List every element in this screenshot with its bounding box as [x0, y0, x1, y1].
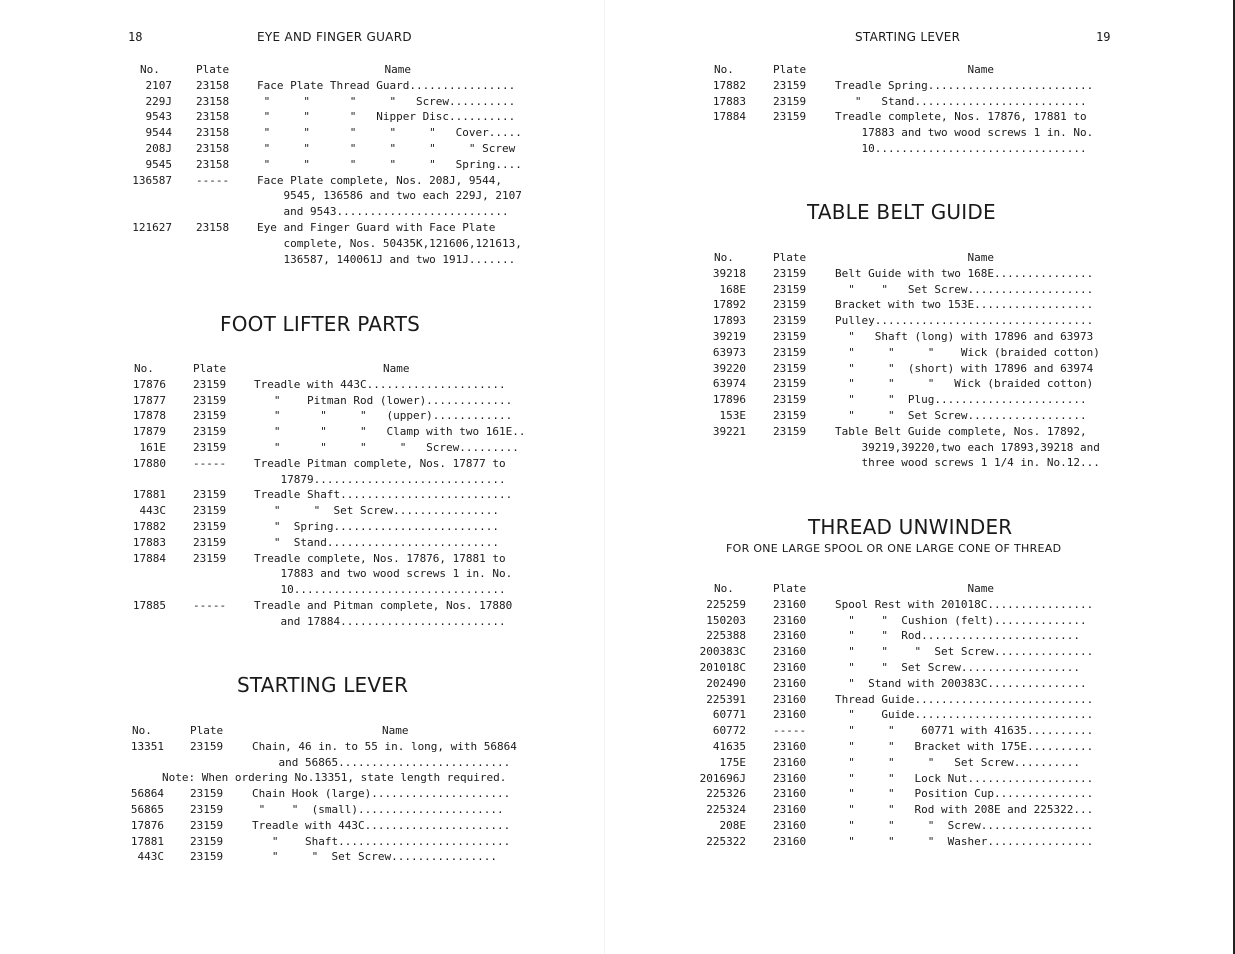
table-row	[700, 329, 1130, 345]
part-number: 17892	[712, 298, 746, 312]
table-row	[700, 660, 1130, 676]
plate-number: 23159	[193, 440, 227, 454]
part-name: " " 60771 with 41635..........	[835, 724, 1094, 738]
table-row	[122, 188, 542, 204]
plate-number: 23160	[773, 629, 807, 643]
part-name: " Guide...........................	[835, 708, 1094, 722]
table-row	[122, 818, 542, 834]
table-row	[700, 613, 1130, 629]
part-name: Treadle complete, Nos. 17876, 17881 to	[254, 551, 506, 565]
plate-number: 23158	[196, 94, 230, 108]
part-name: Belt Guide with two 168E...............	[835, 266, 1094, 280]
plate-number: 23160	[773, 708, 807, 722]
part-name: " Shaft (long) with 17896 and 63973	[835, 329, 1094, 343]
table-row	[700, 78, 1130, 94]
section-title: FOOT LIFTER PARTS	[220, 312, 421, 336]
table-row	[122, 456, 542, 472]
table-row	[122, 125, 542, 141]
plate-number: 23160	[773, 834, 807, 848]
section-title: STARTING LEVER	[237, 673, 409, 697]
plate-number: 23159	[190, 818, 224, 832]
parts-table	[700, 581, 1130, 850]
table-header	[700, 62, 1130, 78]
part-number: 17883	[132, 535, 166, 549]
part-number: 208J	[145, 141, 172, 155]
part-name: " Shaft..........................	[252, 834, 511, 848]
table-row	[122, 551, 542, 567]
part-name: " " " Washer................	[835, 834, 1094, 848]
table-header	[700, 581, 1130, 597]
part-name: and 56865..........................	[252, 755, 511, 769]
part-name: Treadle with 443C.....................	[254, 377, 506, 391]
part-number: 39219	[712, 329, 746, 343]
table-row	[700, 455, 1130, 471]
part-name: " " Rod with 208E and 225322...	[835, 803, 1094, 817]
table-row	[700, 739, 1130, 755]
plate-number: -----	[193, 456, 227, 470]
part-name: " " Cushion (felt)..............	[835, 613, 1087, 627]
plate-number: 23159	[773, 424, 807, 438]
table-row	[122, 519, 542, 535]
part-name: " Stand..........................	[254, 535, 500, 549]
order-note: Note: When ordering No.13351, state length required.	[162, 771, 507, 785]
parts-table	[122, 62, 542, 267]
plate-number: 23159	[193, 425, 227, 439]
part-number: 225322	[706, 834, 746, 848]
part-number: 17881	[130, 834, 164, 848]
column-header-name: Name	[967, 251, 994, 264]
table-row	[700, 424, 1130, 440]
part-number: 17885	[132, 598, 166, 612]
part-name: Face Plate complete, Nos. 208J, 9544,	[257, 173, 503, 187]
plate-number: 23159	[190, 739, 224, 753]
part-name: " " Position Cup...............	[835, 787, 1094, 801]
part-name: Thread Guide...........................	[835, 692, 1094, 706]
part-number: 121627	[132, 220, 172, 234]
part-number: 17876	[130, 818, 164, 832]
part-name: " " " Set Screw..........	[835, 755, 1081, 769]
part-number: 168E	[719, 282, 746, 296]
plate-number: 23159	[190, 850, 224, 864]
table-row	[700, 786, 1130, 802]
part-number: 208E	[719, 818, 746, 832]
table-row	[700, 266, 1130, 282]
part-number: 9543	[145, 110, 172, 124]
column-header-no: No.	[134, 362, 154, 375]
part-number: 60771	[712, 708, 746, 722]
column-header-name: Name	[382, 724, 409, 737]
part-name: " " Plug.......................	[835, 393, 1087, 407]
part-name: " " Set Screw...................	[835, 282, 1094, 296]
table-row	[122, 252, 542, 268]
plate-number: 23160	[773, 613, 807, 627]
part-name: " " " " " " Screw	[257, 141, 516, 155]
table-row	[700, 440, 1130, 456]
table-row	[700, 109, 1130, 125]
plate-number: 23159	[193, 504, 227, 518]
part-number: 443C	[139, 504, 166, 518]
page-number: 18	[128, 30, 143, 44]
table-row	[700, 345, 1130, 361]
part-name: Treadle Shaft..........................	[254, 488, 513, 502]
part-name: Chain Hook (large).....................	[252, 787, 511, 801]
part-name: Face Plate Thread Guard................	[257, 78, 516, 92]
plate-number: 23159	[193, 535, 227, 549]
part-number: 63974	[712, 377, 746, 391]
part-number: 225324	[706, 803, 746, 817]
part-name: 17879.............................	[254, 472, 506, 486]
part-name: Bracket with two 153E..................	[835, 298, 1094, 312]
table-row	[700, 408, 1130, 424]
plate-number: 23159	[773, 345, 807, 359]
plate-number: 23158	[196, 110, 230, 124]
table-row	[700, 361, 1130, 377]
column-header-name: Name	[384, 63, 411, 76]
plate-number: -----	[193, 598, 227, 612]
plate-number: 23159	[193, 519, 227, 533]
table-row	[700, 125, 1130, 141]
part-name: " " " (upper)............	[254, 409, 513, 423]
table-row	[122, 220, 542, 236]
table-row	[122, 834, 542, 850]
part-number: 17879	[132, 425, 166, 439]
table-row	[700, 723, 1130, 739]
table-row	[122, 582, 542, 598]
column-header-plate: Plate	[196, 63, 230, 76]
column-header-no: No.	[140, 63, 160, 76]
part-number: 136587	[132, 173, 172, 187]
part-name: " " " Screw.................	[835, 818, 1094, 832]
table-row	[122, 204, 542, 220]
table-row	[122, 472, 542, 488]
table-row	[122, 598, 542, 614]
part-name: Treadle complete, Nos. 17876, 17881 to	[835, 110, 1087, 124]
part-name: Spool Rest with 201018C................	[835, 597, 1094, 611]
parts-table	[700, 62, 1130, 157]
part-name: and 17884.........................	[254, 614, 506, 628]
plate-number: 23160	[773, 676, 807, 690]
table-row	[122, 755, 542, 771]
part-name: Chain, 46 in. to 55 in. long, with 56864	[252, 739, 517, 753]
table-row	[700, 676, 1130, 692]
table-row	[122, 535, 542, 551]
part-number: 17884	[712, 110, 746, 124]
part-number: 63973	[712, 345, 746, 359]
plate-number: 23159	[190, 787, 224, 801]
part-number: 17881	[132, 488, 166, 502]
part-name: " " " " Screw.........	[254, 440, 519, 454]
part-name: " " " Clamp with two 161E..	[254, 425, 526, 439]
column-header-plate: Plate	[773, 251, 807, 264]
part-name: " " " Nipper Disc..........	[257, 110, 516, 124]
part-number: 60772	[712, 724, 746, 738]
table-row	[122, 78, 542, 94]
plate-number: -----	[773, 724, 807, 738]
plate-number: 23159	[773, 377, 807, 391]
plate-number: 23160	[773, 787, 807, 801]
part-name: 136587, 140061J and two 191J.......	[257, 252, 516, 266]
part-number: 2107	[145, 78, 172, 92]
part-number: 9545	[145, 157, 172, 171]
plate-number: 23159	[773, 78, 807, 92]
column-header-plate: Plate	[190, 724, 224, 737]
table-row	[700, 141, 1130, 157]
part-name: Eye and Finger Guard with Face Plate	[257, 220, 496, 234]
table-row	[122, 566, 542, 582]
part-name: " " Set Screw..................	[835, 660, 1081, 674]
part-number: 17893	[712, 314, 746, 328]
plate-number: 23159	[773, 266, 807, 280]
plate-number: 23158	[196, 126, 230, 140]
part-name: Treadle and Pitman complete, Nos. 17880	[254, 598, 513, 612]
part-name: " " (short) with 17896 and 63974	[835, 361, 1094, 375]
plate-number: 23158	[196, 141, 230, 155]
plate-number: 23159	[773, 282, 807, 296]
part-number: 17876	[132, 377, 166, 391]
plate-number: 23160	[773, 597, 807, 611]
part-number: 200383C	[699, 645, 746, 659]
part-number: 39221	[712, 424, 746, 438]
plate-number: -----	[196, 173, 230, 187]
part-name: complete, Nos. 50435K,121606,121613,	[257, 236, 522, 250]
table-header	[122, 361, 542, 377]
plate-number: 23159	[773, 314, 807, 328]
plate-number: 23160	[773, 660, 807, 674]
column-header-plate: Plate	[773, 63, 807, 76]
table-row	[122, 786, 542, 802]
part-name: Treadle with 443C......................	[252, 818, 511, 832]
column-header-name: Name	[967, 63, 994, 76]
table-row	[700, 313, 1130, 329]
table-row	[122, 739, 542, 755]
column-header-plate: Plate	[193, 362, 227, 375]
table-row	[122, 393, 542, 409]
parts-table	[122, 361, 542, 630]
table-row	[700, 282, 1130, 298]
part-name: " Stand..........................	[835, 94, 1087, 108]
part-number: 39218	[712, 266, 746, 280]
plate-number: 23158	[196, 157, 230, 171]
column-header-no: No.	[714, 582, 734, 595]
part-number: 17877	[132, 393, 166, 407]
plate-number: 23159	[773, 408, 807, 422]
plate-number: 23159	[773, 329, 807, 343]
part-name: " " Set Screw..................	[835, 408, 1087, 422]
part-number: 17878	[132, 409, 166, 423]
table-row	[122, 408, 542, 424]
plate-number: 23159	[773, 94, 807, 108]
column-header-name: Name	[383, 362, 410, 375]
plate-number: 23159	[773, 361, 807, 375]
part-number: 17896	[712, 393, 746, 407]
part-number: 201018C	[699, 660, 746, 674]
part-name: 17883 and two wood screws 1 in. No.	[254, 567, 513, 581]
plate-number: 23159	[190, 802, 224, 816]
plate-number: 23158	[196, 78, 230, 92]
table-row	[122, 94, 542, 110]
column-header-no: No.	[714, 63, 734, 76]
part-number: 17884	[132, 551, 166, 565]
plate-number: 23159	[773, 393, 807, 407]
plate-number: 23159	[193, 377, 227, 391]
part-number: 13351	[130, 739, 164, 753]
table-row	[700, 755, 1130, 771]
part-number: 39220	[712, 361, 746, 375]
part-number: 9544	[145, 126, 172, 140]
part-name: " Pitman Rod (lower).............	[254, 393, 513, 407]
plate-number: 23160	[773, 739, 807, 753]
plate-number: 23158	[196, 220, 230, 234]
table-row	[700, 597, 1130, 613]
table-row	[122, 440, 542, 456]
table-row	[122, 487, 542, 503]
part-name: " " " " " Cover.....	[257, 126, 522, 140]
part-name: 10................................	[835, 141, 1087, 155]
table-row	[122, 141, 542, 157]
column-header-no: No.	[132, 724, 152, 737]
part-number: 161E	[139, 440, 166, 454]
part-number: 225326	[706, 787, 746, 801]
part-number: 41635	[712, 739, 746, 753]
table-row	[122, 614, 542, 630]
table-row	[700, 628, 1130, 644]
section-subtitle: FOR ONE LARGE SPOOL OR ONE LARGE CONE OF THREAD	[726, 542, 1062, 555]
table-row	[122, 377, 542, 393]
parts-table	[122, 723, 542, 865]
table-row	[122, 424, 542, 440]
part-number: 229J	[145, 94, 172, 108]
part-name: " " Rod........................	[835, 629, 1081, 643]
table-header	[122, 723, 542, 739]
plate-number: 23159	[773, 298, 807, 312]
section-title: TABLE BELT GUIDE	[807, 200, 996, 224]
page-number: 19	[1096, 30, 1111, 44]
part-number: 202490	[706, 676, 746, 690]
plate-number: 23160	[773, 755, 807, 769]
running-header: STARTING LEVER	[855, 30, 961, 44]
part-number: 175E	[719, 755, 746, 769]
part-name: " " Lock Nut...................	[835, 771, 1094, 785]
part-name: " " (small)......................	[252, 802, 504, 816]
table-row	[700, 818, 1130, 834]
part-name: " Stand with 200383C...............	[835, 676, 1087, 690]
plate-number: 23160	[773, 692, 807, 706]
part-number: 56865	[130, 802, 164, 816]
part-name: " " " Wick (braided cotton)	[835, 377, 1094, 391]
table-row	[122, 802, 542, 818]
plate-number: 23160	[773, 771, 807, 785]
table-header	[700, 250, 1130, 266]
part-number: 17882	[712, 78, 746, 92]
part-name: 10................................	[254, 583, 506, 597]
running-header: EYE AND FINGER GUARD	[257, 30, 412, 44]
part-name: " " Set Screw................	[252, 850, 498, 864]
table-row	[700, 392, 1130, 408]
part-name: " Spring.........................	[254, 519, 500, 533]
part-number: 443C	[137, 850, 164, 864]
plate-number: 23160	[773, 645, 807, 659]
part-name: " " Bracket with 175E..........	[835, 739, 1094, 753]
part-name: 9545, 136586 and two each 229J, 2107	[257, 189, 522, 203]
plate-number: 23159	[193, 393, 227, 407]
plate-number: 23159	[190, 834, 224, 848]
table-row	[700, 297, 1130, 313]
table-row	[700, 94, 1130, 110]
part-number: 17883	[712, 94, 746, 108]
table-row	[700, 692, 1130, 708]
plate-number: 23159	[193, 488, 227, 502]
part-number: 17880	[132, 456, 166, 470]
part-number: 150203	[706, 613, 746, 627]
part-name: " " " Set Screw...............	[835, 645, 1094, 659]
table-row	[700, 834, 1130, 850]
part-name: " " Set Screw................	[254, 504, 500, 518]
part-name: " " " " " Spring....	[257, 157, 522, 171]
plate-number: 23159	[193, 409, 227, 423]
part-number: 56864	[130, 787, 164, 801]
table-row	[700, 802, 1130, 818]
plate-number: 23159	[193, 551, 227, 565]
part-name: " " " " Screw..........	[257, 94, 516, 108]
left-page	[0, 0, 606, 954]
part-number: 225259	[706, 597, 746, 611]
column-header-no: No.	[714, 251, 734, 264]
part-name: " " " Wick (braided cotton)	[835, 345, 1100, 359]
part-number: 201696J	[699, 771, 746, 785]
table-row	[700, 707, 1130, 723]
column-header-plate: Plate	[773, 582, 807, 595]
table-row	[122, 503, 542, 519]
table-row	[122, 173, 542, 189]
table-row	[122, 109, 542, 125]
part-number: 153E	[719, 408, 746, 422]
table-row	[122, 849, 542, 865]
table-row	[700, 771, 1130, 787]
table-row	[122, 236, 542, 252]
table-row	[122, 770, 542, 786]
part-number: 225388	[706, 629, 746, 643]
part-name: three wood screws 1 1/4 in. No.12...	[835, 456, 1100, 470]
part-name: and 9543..........................	[257, 205, 509, 219]
plate-number: 23160	[773, 818, 807, 832]
part-name: Treadle Spring.........................	[835, 78, 1094, 92]
part-name: Pulley.................................	[835, 314, 1094, 328]
part-number: 17882	[132, 519, 166, 533]
plate-number: 23160	[773, 803, 807, 817]
part-name: Treadle Pitman complete, Nos. 17877 to	[254, 456, 506, 470]
table-row	[700, 376, 1130, 392]
plate-number: 23159	[773, 110, 807, 124]
part-number: 225391	[706, 692, 746, 706]
table-row	[700, 644, 1130, 660]
table-header	[122, 62, 542, 78]
part-name: Table Belt Guide complete, Nos. 17892,	[835, 424, 1087, 438]
column-header-name: Name	[967, 582, 994, 595]
part-name: 17883 and two wood screws 1 in. No.	[835, 126, 1094, 140]
table-row	[122, 157, 542, 173]
section-title: THREAD UNWINDER	[808, 515, 1013, 539]
right-page	[606, 0, 1235, 954]
part-name: 39219,39220,two each 17893,39218 and	[835, 440, 1100, 454]
parts-table	[700, 250, 1130, 471]
